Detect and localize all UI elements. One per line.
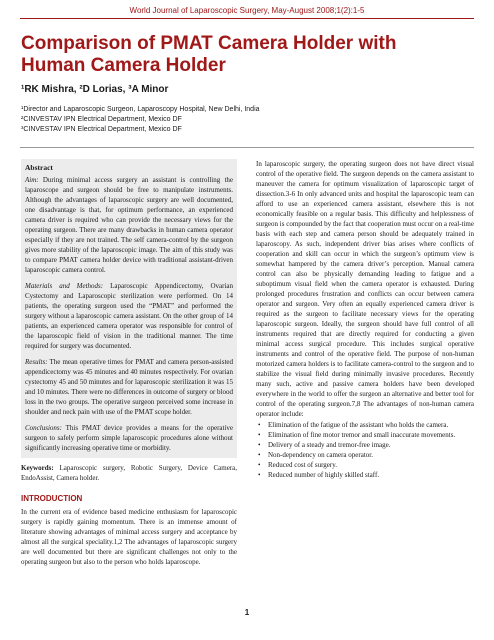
abstract-conclusions — [25, 423, 233, 453]
keywords — [21, 463, 237, 483]
section-divider — [20, 147, 474, 148]
results-text: The mean operative times for PMAT and camera person-assisted appendicectomy was 45 minutes and 40 minutes respectively. For ovarian cystectomy 45 and 50 minutes and for laparoscopic sterilization it was 15 and 10 minutes. There were no differences in outcome of surgery or blood loss in the two groups. The operative surgeon perceived some increase in shoulder and neck pain with use of the PMAT scope holder. — [25, 358, 233, 416]
list-item: • Elimination of the fatigue of the assistant who holds the camera. — [256, 420, 474, 430]
affiliations — [21, 105, 461, 135]
aim-label: Aim: — [25, 176, 39, 184]
introduction-text: In the current era of evidence based medicine enthusiasm for laparoscopic surgery is rapidly gaining momentum. There is an immense amount of literature showing advantages of minimal access surgery and acceptance by almost all the surgical speciality.1,2 The advantages of laparoscopic surgery are well documented but there are significant challenges not only to the operating surgeon but also to the person who holds laparoscope. — [21, 508, 237, 566]
affiliation-2: ²CINVESTAV IPN Electrical Department, Mexico DF — [21, 116, 182, 123]
methods-text: Laparoscopic Appendicectomy, Ovarian Cystectomy and Laparoscopic sterilization were performed. On 14 patients, the operating surgeon used the “PMAT” and performed the surgery without a laparoscopic camera assistant. On the other group of 14 patients, an experienced camera operator was responsible for control of the laparoscopic field of vision in the traditional manner. The time required for surgery was documented. — [25, 282, 233, 350]
advantages-list — [256, 420, 474, 480]
conclusions-label: Conclusions: — [25, 424, 62, 432]
conclusions-text: This PMAT device provides a means for the operative surgeon to safely perform simple laparoscopic procedures alone without significantly increasing operative time or morbidity. — [25, 424, 234, 452]
aim-text: During minimal access surgery an assistant is controlling the laparoscope and surgeon should be free to manipulate instruments. Although the advantages of laparoscopic surgery are well documented, one disadvantage is that, for optimum performance, an experienced camera driver is required who can provide the necessary views for the operating surgeon. There are many drawbacks in human camera operator especially if they are not trained. The self camera-control by the surgeon gives more stability of the laparoscopic image. The aim of this study was to compare PMAT camera holder device with traditional assistant-driven laparoscopic camera control. — [25, 176, 234, 274]
affiliation-1: ¹Director and Laparoscopic Surgeon, Laparoscopy Hospital, New Delhi, India — [21, 106, 260, 113]
list-item: • Elimination of fine motor tremor and small inaccurate movements. — [256, 430, 474, 440]
keywords-label: Keywords: — [21, 464, 54, 472]
authors: ¹RK Mishra, ²D Lorias, ³A Minor — [21, 84, 169, 95]
journal-citation: World Journal of Laparoscopic Surgery, May-August 2008;1(2):1-5 — [129, 6, 365, 15]
article-title — [21, 33, 461, 77]
list-item: • Reduced number of highly skilled staff. — [256, 470, 474, 480]
list-item: • Reduced cost of surgery. — [256, 460, 474, 470]
right-column — [256, 159, 474, 480]
introduction-heading: INTRODUCTION — [21, 494, 83, 503]
methods-label: Materials and Methods: — [25, 282, 104, 290]
abstract-results — [25, 357, 233, 417]
abstract-aim — [25, 175, 233, 275]
title-line-1: Comparison of PMAT Camera Holder with — [21, 33, 397, 54]
list-item: • Non-dependency on camera operator. — [256, 450, 474, 460]
abstract-box — [21, 159, 237, 458]
page-number: 1 — [244, 608, 250, 617]
abstract-methods — [25, 281, 233, 351]
header-rule — [20, 18, 474, 19]
abstract-heading: Abstract — [25, 163, 53, 172]
title-line-2: Human Camera Holder — [21, 55, 226, 76]
keywords-text: Laparoscopic surgery, Robotic Surgery, Device Camera, EndoAssist, Camera holder. — [21, 464, 238, 482]
right-paragraph: In laparoscopic surgery, the operating surgeon does not have direct visual control of the operative field. The surgeon depends on the camera assistant to maneuver the camera for optimum visualization of laparoscopic target of dissection.3-6 In only advanced units and hospital the laparoscopic team can afford to use an experienced camera assistant, elsewhere this is not economically feasible on a regular basis. This difficulty and helplessness of surgeon is compounded by the fact that cooperation must occur on a real-time basis with each step and camera person should be adequately trained in laparoscopy. As such, independent driver bias arises where conflicts of cooperation and skill can occur in which the surgeon’s optimum view is somewhat hampered by the camera driver’s perception. Manual camera control can also be physically demanding leading to fatigue and a suboptimum visual field when the camera operator is exhausted. During prolonged procedures frustration and conflicts can occur between camera operator and surgeon. Very often an equally experienced camera driver is required as the surgeon to facilitate necessary views for the operating laparoscopic surgeon. Ideally, the surgeon should have full control of all instruments required that are directly required for conducting a given minimal access surgical procedure. This includes surgical operative instruments and control of the operative field. The purpose of non-human motorized camera holders is to facilitate camera-control to the surgeon and to stabilize the visual field during minimally invasive procedures. Recently many such, active and passive camera holders have been developed everywhere in the world to offer the surgeon an alternative and better tool for control of the operating surgeon.7,8 The advantages of non-human camera operator include: — [256, 160, 474, 418]
affiliation-3: ³CINVESTAV IPN Electrical Department, Mexico DF — [21, 126, 182, 133]
results-label: Results: — [25, 358, 48, 366]
left-column — [21, 159, 237, 567]
list-item: • Delivery of a steady and tremor-free image. — [256, 440, 474, 450]
